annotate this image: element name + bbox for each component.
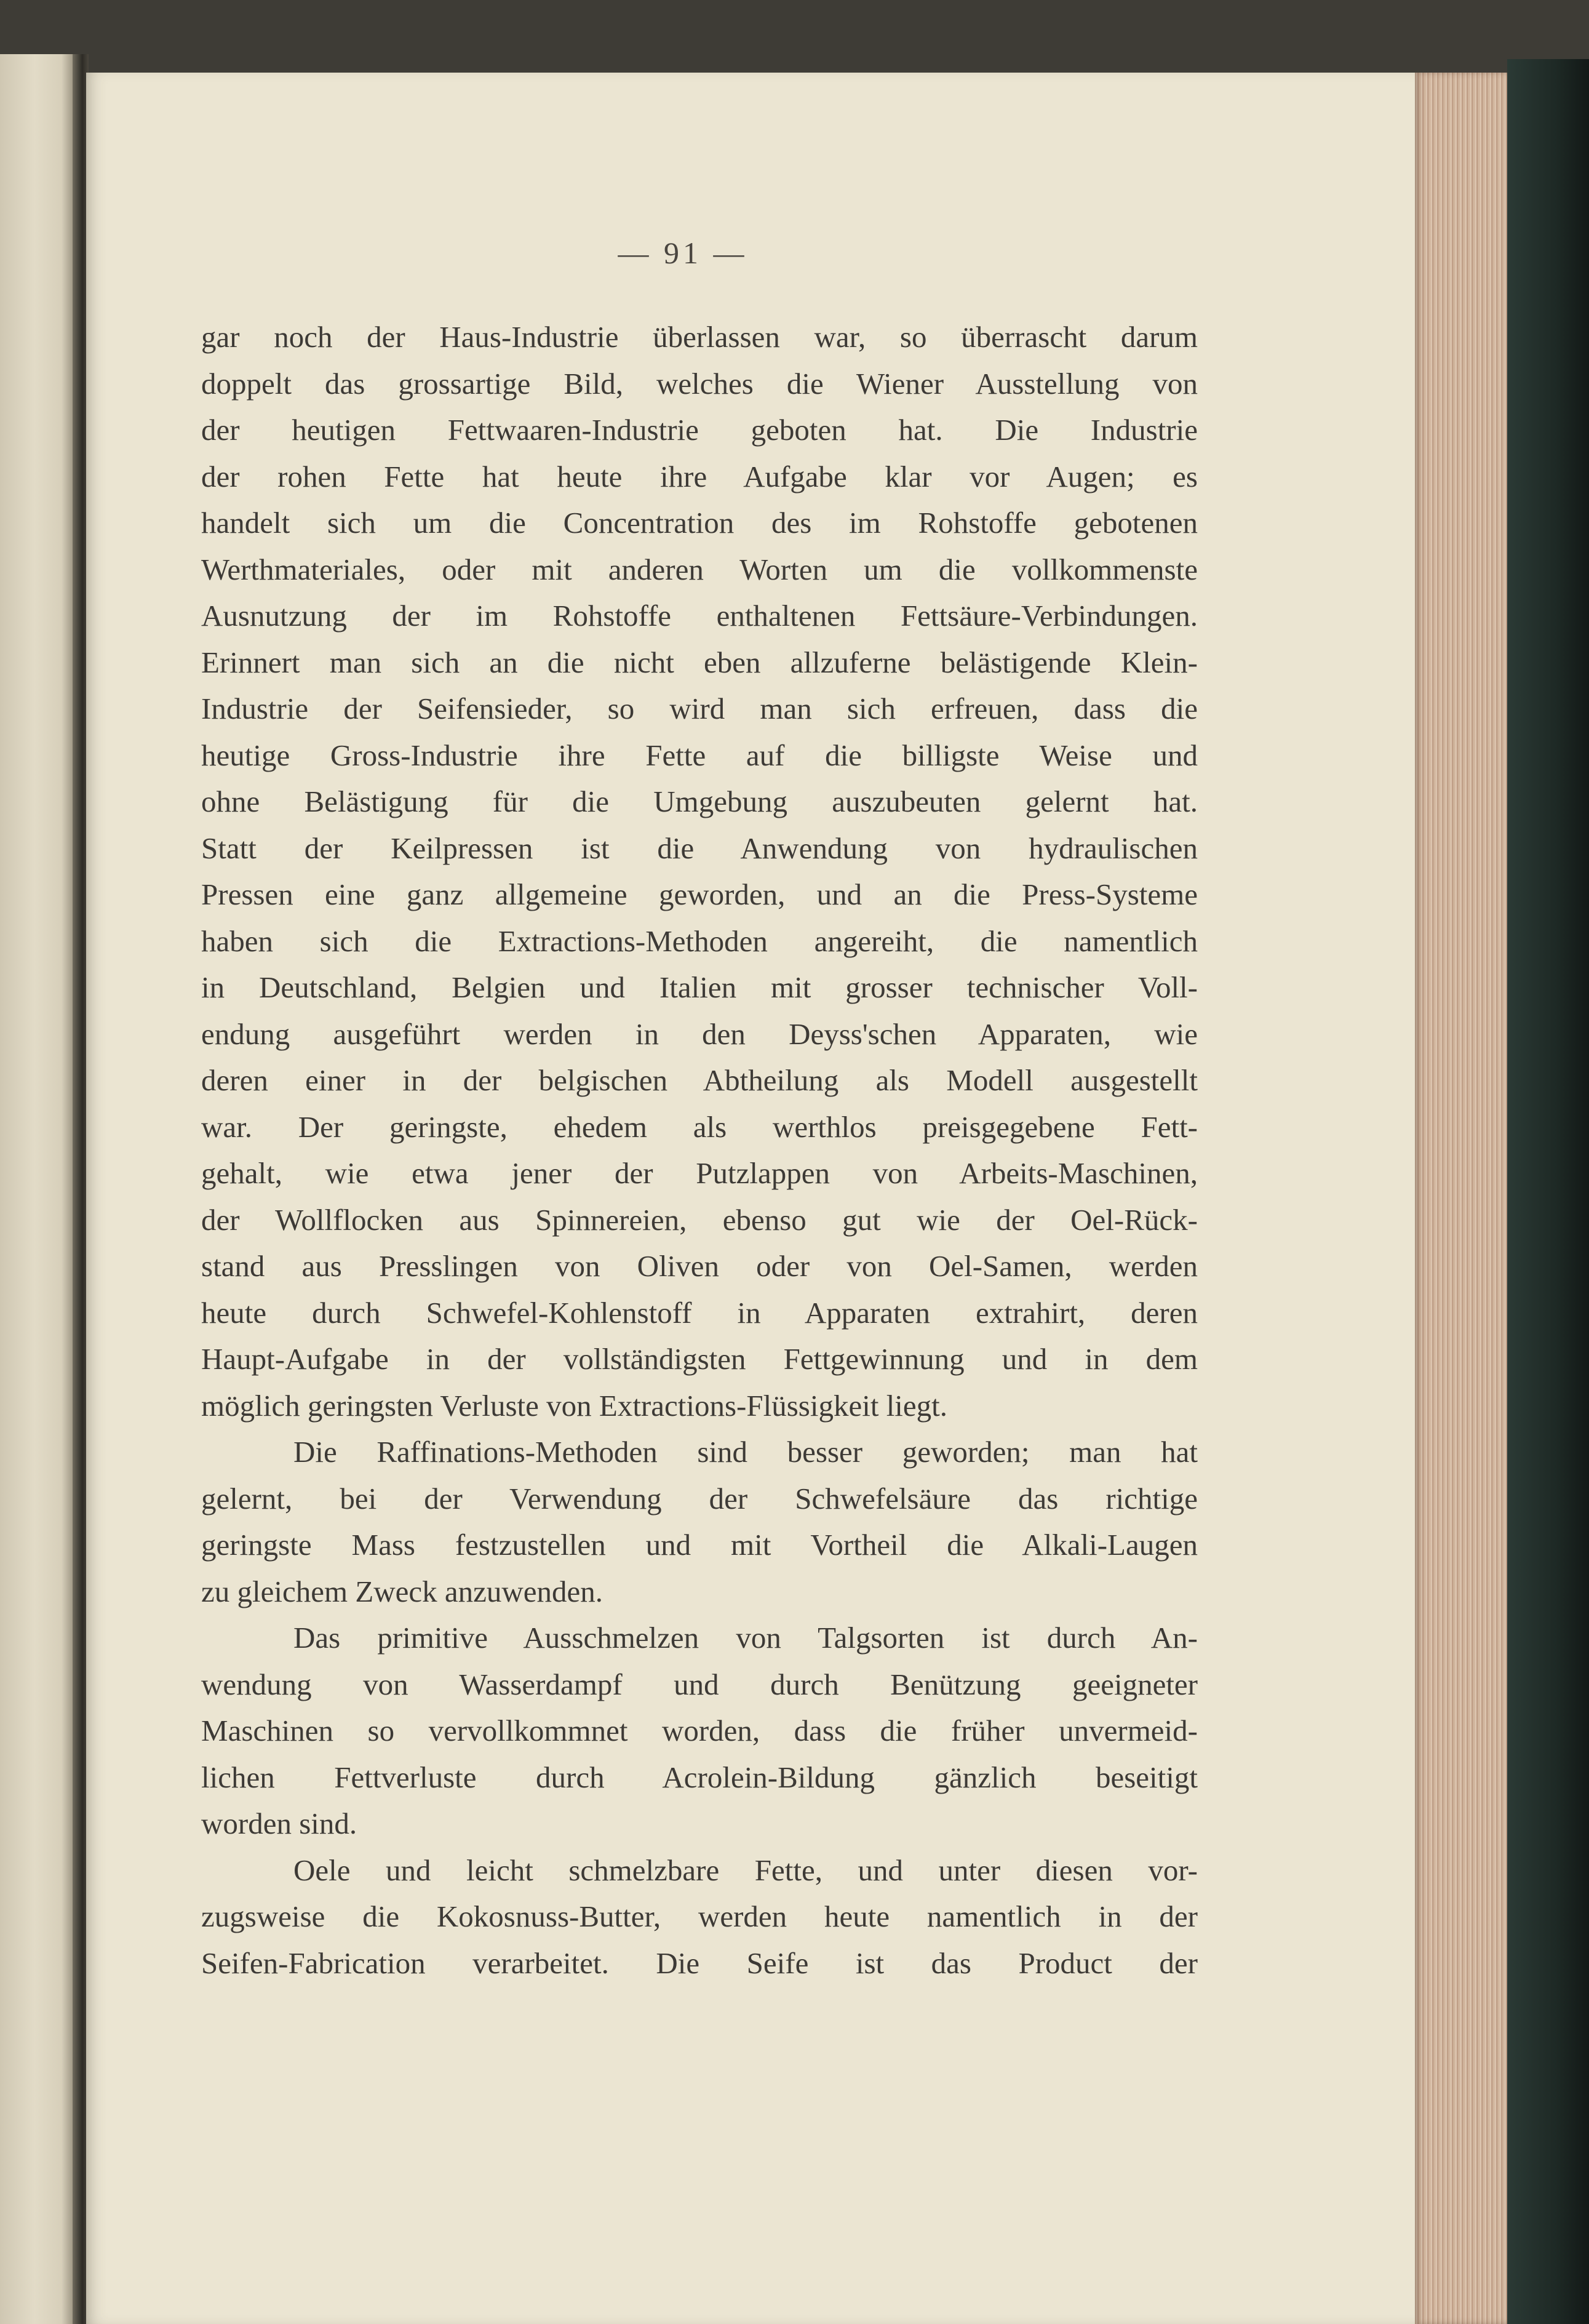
text-line: der rohen Fette hat heute ihre Aufgabe klar vor Augen; es xyxy=(201,459,1198,493)
text-line: Seifen-Fabrication verarbeitet. Die Seife ist das Product der xyxy=(201,1946,1198,1980)
text-line: doppelt das grossartige Bild, welches die Wiener Ausstellung von xyxy=(201,366,1198,401)
text-line: der heutigen Fettwaaren-Industrie geboten hat. Die Industrie xyxy=(201,413,1198,447)
page-number: — 91 — xyxy=(618,236,748,270)
text-line: war. Der geringste, ehedem als werthlos preisgegebene Fett- xyxy=(201,1109,1198,1144)
text-line: Pressen eine ganz allgemeine geworden, und an die Press-Systeme xyxy=(201,877,1198,911)
text-line: haben sich die Extractions-Methoden angereiht, die namentlich xyxy=(201,924,1198,958)
text-line: in Deutschland, Belgien und Italien mit grosser technischer Voll- xyxy=(201,970,1198,1004)
text-line: handelt sich um die Concentration des im Rohstoffe gebotenen xyxy=(201,506,1198,540)
text-line: möglich geringsten Verluste von Extractions-Flüssigkeit liegt. xyxy=(201,1388,948,1423)
text-line: Erinnert man sich an die nicht eben allzuferne belästigende Klein- xyxy=(201,645,1198,679)
text-line: gelernt, bei der Verwendung der Schwefelsäure das richtige xyxy=(201,1481,1198,1515)
text-line: zu gleichem Zweck anzuwenden. xyxy=(201,1574,603,1608)
text-line: heutige Gross-Industrie ihre Fette auf die billigste Weise und xyxy=(201,738,1198,772)
left-page-edge xyxy=(0,54,77,2324)
text-line: deren einer in der belgischen Abtheilung als Modell ausgestellt xyxy=(201,1063,1198,1097)
text-line: heute durch Schwefel-Kohlenstoff in Apparaten extrahirt, deren xyxy=(201,1295,1198,1330)
text-line: geringste Mass festzustellen und mit Vortheil die Alkali-Laugen xyxy=(201,1528,1198,1562)
text-line: gar noch der Haus-Industrie überlassen war, so überrascht darum xyxy=(201,320,1198,354)
text-line: worden sind. xyxy=(201,1807,357,1840)
text-line: lichen Fettverluste durch Acrolein-Bildung gänzlich beseitigt xyxy=(201,1760,1198,1794)
text-line: zugsweise die Kokosnuss-Butter, werden heute namentlich in der xyxy=(201,1899,1198,1933)
text-line: Die Raffinations-Methoden sind besser geworden; man hat xyxy=(293,1435,1198,1469)
text-line: Industrie der Seifensieder, so wird man sich erfreuen, dass die xyxy=(201,692,1198,725)
text-line: ohne Belästigung für die Umgebung auszubeuten gelernt hat. xyxy=(201,785,1198,818)
text-line: Werthmateriales, oder mit anderen Worten um die vollkommenste xyxy=(201,552,1198,586)
book-cover-edge xyxy=(1507,59,1589,2324)
text-line: gehalt, wie etwa jener der Putzlappen von Arbeits-Maschinen, xyxy=(201,1156,1198,1190)
text-line: Statt der Keilpressen ist die Anwendung von hydraulischen xyxy=(201,831,1198,865)
text-line: der Wollflocken aus Spinnereien, ebenso gut wie der Oel-Rück- xyxy=(201,1202,1198,1237)
text-line: stand aus Presslingen von Oliven oder von Oel-Samen, werden xyxy=(201,1249,1198,1283)
text-line: Maschinen so vervollkommnet worden, dass die früher unvermeid- xyxy=(201,1714,1198,1747)
text-line: Das primitive Ausschmelzen von Talgsorten ist durch An- xyxy=(293,1621,1198,1655)
text-line: Haupt-Aufgabe in der vollständigsten Fettgewinnung und in dem xyxy=(201,1342,1198,1376)
text-line: endung ausgeführt werden in den Deyss'schen Apparaten, wie xyxy=(201,1016,1198,1051)
text-line: wendung von Wasserdampf und durch Benützung geeigneter xyxy=(201,1667,1198,1701)
text-line: Ausnutzung der im Rohstoffe enthaltenen Fettsäure-Verbindungen. xyxy=(201,599,1198,633)
text-line: Oele und leicht schmelzbare Fette, und unter diesen vor- xyxy=(293,1853,1198,1887)
body-text xyxy=(201,314,1198,1986)
page-edges xyxy=(1415,73,1507,2324)
